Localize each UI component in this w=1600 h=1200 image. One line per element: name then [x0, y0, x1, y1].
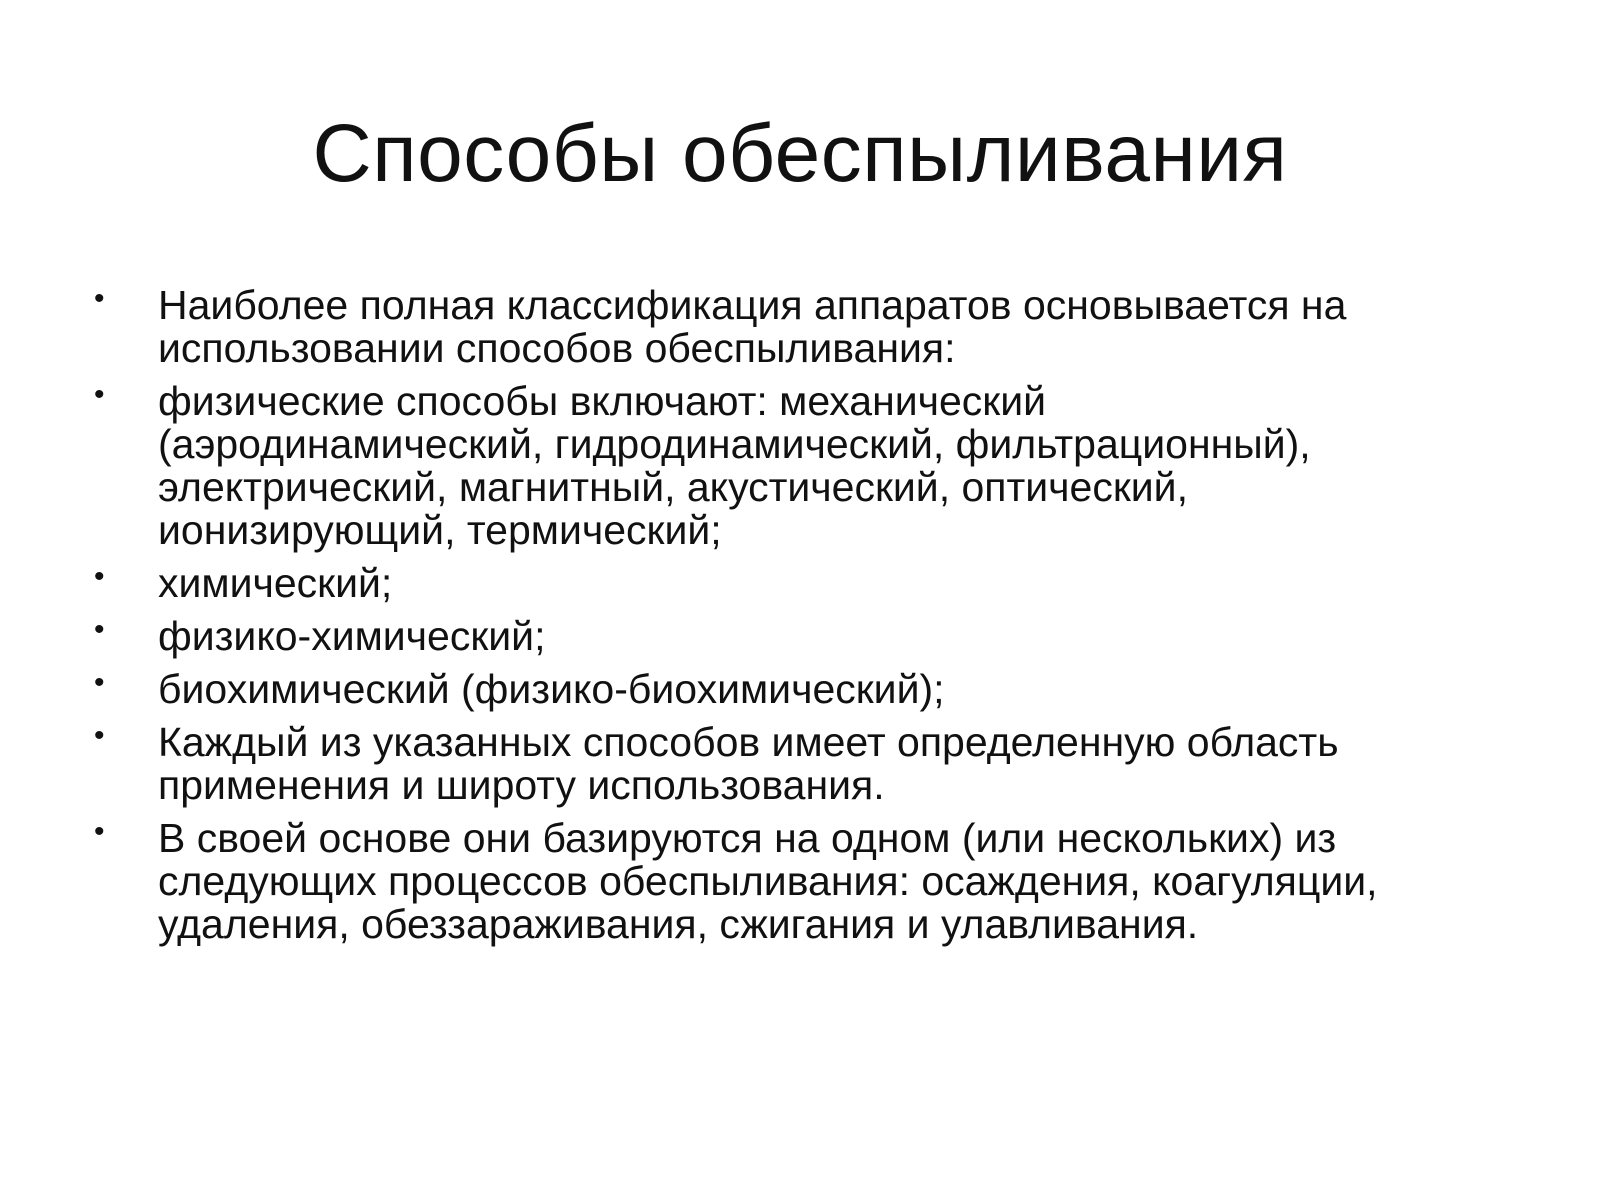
slide-title: Способы обеспыливания — [312, 108, 1288, 199]
bullet-dot-icon: • — [94, 719, 105, 752]
bullet-dot-icon: • — [94, 815, 105, 848]
bullet-text: биохимический (физико-биохимический); — [158, 666, 945, 712]
bullet-text: Каждый из указанных способов имеет определенную область применения и широту использования. — [158, 719, 1339, 808]
bullet-item — [94, 615, 1514, 658]
bullet-dot-icon: • — [94, 560, 105, 593]
bullet-list — [94, 284, 1514, 956]
bullet-item — [94, 284, 1514, 370]
bullet-dot-icon: • — [94, 613, 105, 646]
bullet-dot-icon: • — [94, 666, 105, 699]
bullet-item — [94, 817, 1514, 946]
bullet-text: химический; — [158, 560, 393, 606]
bullet-dot-icon: • — [94, 378, 105, 411]
bullet-text: физические способы включают: механический (аэродинамический, гидродинамический, фильтрационный), электрический, магнитный, акустический, оптический, ионизирующий, термический; — [158, 378, 1311, 553]
bullet-item — [94, 668, 1514, 711]
bullet-item — [94, 380, 1514, 552]
bullet-item — [94, 721, 1514, 807]
bullet-item — [94, 562, 1514, 605]
bullet-dot-icon: • — [94, 282, 105, 315]
bullet-text: Наиболее полная классификация аппаратов основывается на использовании способов обеспыливания: — [158, 282, 1347, 371]
bullet-text: В своей основе они базируются на одном (или нескольких) из следующих процессов обеспыливания: осаждения, коагуляции, удаления, обеззараживания, сжигания и улавливания. — [158, 815, 1378, 947]
bullet-text: физико-химический; — [158, 613, 546, 659]
